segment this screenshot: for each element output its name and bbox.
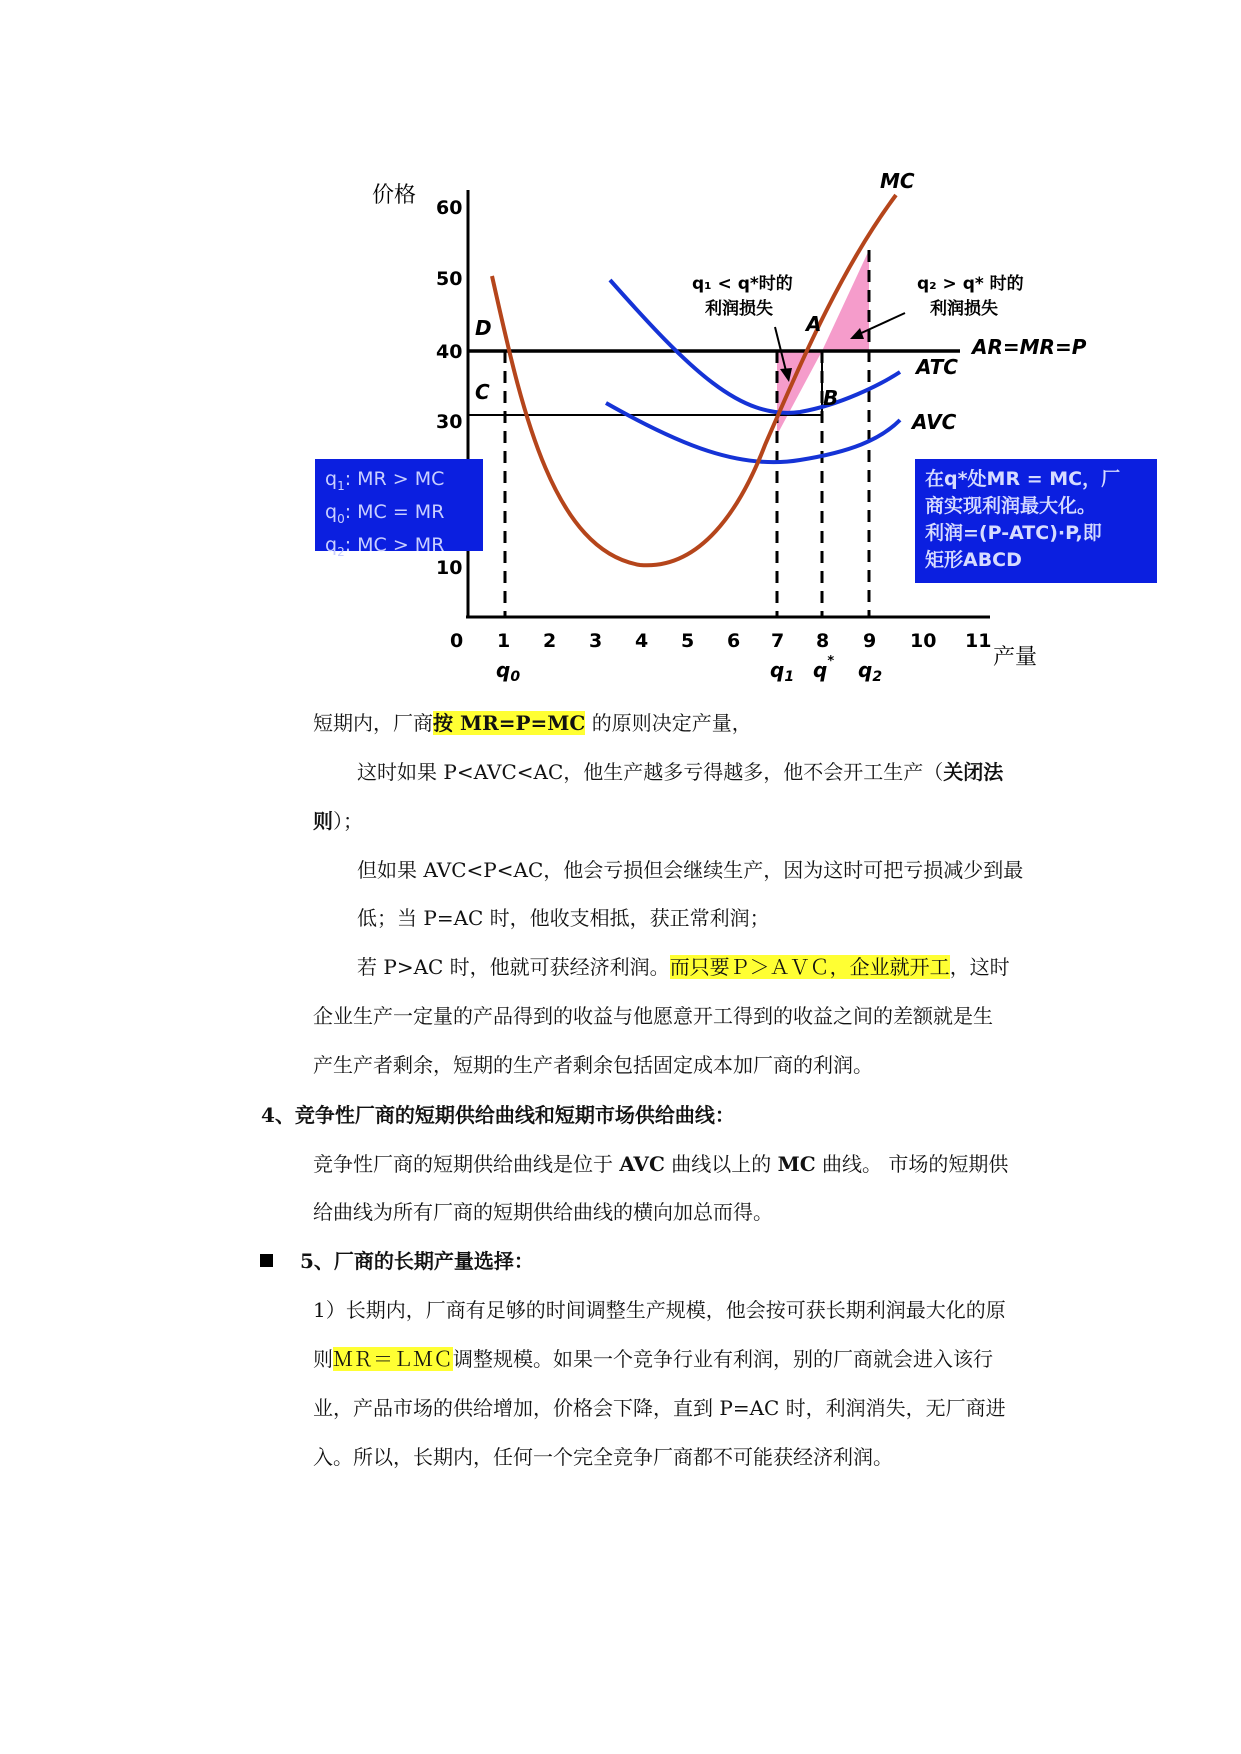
mc-label: MC bbox=[880, 169, 915, 193]
p2-d: ）； bbox=[333, 809, 363, 833]
y-tick-50: 50 bbox=[436, 268, 463, 290]
para-6-line-4: 入。所以，长期内，任何一个完全竞争厂商都不可能获经济利润。 bbox=[313, 1445, 893, 1469]
p11-b: 调整规模。如果一个竞争行业有利润，别的厂商就会进入该行 bbox=[453, 1347, 993, 1371]
x-tick-10: 10 bbox=[910, 630, 937, 652]
point-d-label: D bbox=[475, 316, 492, 340]
q1-label: $q_1$ bbox=[770, 658, 795, 685]
p11-highlight: ＭＲ＝ＬＭＣ bbox=[333, 1347, 453, 1371]
box-left-line-3 bbox=[325, 532, 473, 565]
ar-mr-p-label: AR=MR=P bbox=[972, 335, 1087, 359]
para-4-line-2: 企业生产一定量的产品得到的收益与他愿意开工得到的收益之间的差额就是生 bbox=[313, 1004, 993, 1028]
x-tick-11: 11 bbox=[965, 630, 992, 652]
y-tick-60: 60 bbox=[436, 197, 463, 219]
para-5-line-2: 给曲线为所有厂商的短期供给曲线的横向加总而得。 bbox=[313, 1200, 773, 1224]
box-left-l3-b: : MC > MR bbox=[344, 533, 445, 556]
p8-a: 竞争性厂商的短期供给曲线是位于 bbox=[313, 1152, 620, 1176]
p11-a: 则 bbox=[313, 1347, 333, 1371]
box-left-l2-b: : MC = MR bbox=[344, 500, 445, 523]
para-2-line-2 bbox=[313, 809, 363, 833]
para-3-line-1: 但如果 AVC<P<AC，他会亏损但会继续生产，因为这时可把亏损减少到最 bbox=[357, 858, 1024, 882]
box-left-l2-sub: 0 bbox=[337, 511, 345, 526]
para-6-line-1: 1）长期内，厂商有足够的时间调整生产规模，他会按可获长期利润最大化的原 bbox=[313, 1298, 1006, 1322]
x-tick-8: 8 bbox=[816, 630, 830, 652]
avc-label: AVC bbox=[912, 410, 957, 434]
para-6-line-3: 业，产品市场的供给增加，价格会下降，直到 P=AC 时，利润消失，无厂商进 bbox=[313, 1396, 1006, 1420]
point-a-label: A bbox=[806, 312, 822, 336]
avc-curve bbox=[606, 403, 900, 462]
para-1 bbox=[313, 711, 752, 735]
box-right-line-3: 利润=(P-ATC)·P,即 bbox=[925, 522, 1102, 544]
ann-right-line1: q₂ > q* 时的 bbox=[917, 274, 1024, 294]
p1-b: 的原则决定产量， bbox=[585, 711, 752, 735]
p5-b: ，这时 bbox=[949, 955, 1010, 979]
x-tick-5: 5 bbox=[681, 630, 695, 652]
y-tick-10: 10 bbox=[436, 557, 463, 579]
heading-5: 5、厂商的长期产量选择： bbox=[300, 1249, 534, 1273]
q0-label: $q_0$ bbox=[496, 658, 521, 685]
para-2-line-1 bbox=[357, 760, 1003, 784]
x-tick-0: 0 bbox=[450, 630, 464, 652]
x-tick-6: 6 bbox=[727, 630, 741, 652]
para-6-line-2 bbox=[313, 1347, 993, 1371]
heading-4: 4、竞争性厂商的短期供给曲线和短期市场供给曲线： bbox=[261, 1103, 735, 1127]
box-left-l1-sub: 1 bbox=[337, 478, 345, 493]
q2-label: $q_2$ bbox=[858, 658, 883, 685]
para-4-line-1 bbox=[357, 955, 1010, 979]
p2-c: 则 bbox=[313, 809, 333, 833]
p5-a: 若 P>AC 时，他就可获经济利润。 bbox=[357, 955, 670, 979]
ann-left-line1: q₁ < q*时的 bbox=[692, 274, 793, 294]
x-axis-title: 产量 bbox=[993, 645, 1038, 670]
box-left-l3-sub: 2 bbox=[337, 544, 345, 559]
box-left-line-2 bbox=[325, 499, 473, 532]
p5-highlight: 而只要Ｐ＞ＡＶＣ，企业就开工 bbox=[669, 955, 950, 979]
p8-d: MC bbox=[777, 1152, 816, 1176]
ann-right-line2: 利润损失 bbox=[930, 299, 998, 319]
x-tick-1: 1 bbox=[497, 630, 511, 652]
box-right-line-1: 在q*处MR = MC，厂 bbox=[925, 468, 1121, 490]
x-tick-3: 3 bbox=[589, 630, 603, 652]
p8-b: AVC bbox=[619, 1152, 665, 1176]
y-axis-title: 价格 bbox=[372, 183, 417, 208]
box-left-line-1 bbox=[325, 466, 473, 499]
point-c-label: C bbox=[475, 380, 490, 404]
para-3-line-2: 低；当 P=AC 时，他收支相抵，获正常利润； bbox=[357, 906, 770, 930]
para-4-line-3: 产生产者剩余，短期的生产者剩余包括固定成本加厂商的利润。 bbox=[313, 1053, 873, 1077]
x-tick-7: 7 bbox=[771, 630, 785, 652]
p2-b: 关闭法 bbox=[943, 760, 1004, 784]
para-5-line-1 bbox=[313, 1152, 1008, 1176]
ann-left-line2: 利润损失 bbox=[705, 299, 773, 319]
p8-e: 曲线。 市场的短期供 bbox=[815, 1152, 1009, 1176]
x-tick-4: 4 bbox=[635, 630, 649, 652]
x-tick-2: 2 bbox=[543, 630, 557, 652]
conditions-box bbox=[315, 459, 483, 559]
p2-a: 这时如果 P<AVC<AC，他生产越多亏得越多，他不会开工生产（ bbox=[357, 760, 944, 784]
profit-max-box bbox=[915, 459, 1157, 583]
p1-highlight bbox=[433, 711, 585, 735]
y-tick-30: 30 bbox=[436, 411, 463, 433]
p8-c: 曲线以上的 bbox=[664, 1152, 778, 1176]
y-tick-40: 40 bbox=[436, 341, 463, 363]
mc-curve bbox=[492, 195, 896, 565]
cost-revenue-chart bbox=[0, 0, 1241, 700]
box-left-l2-a: q bbox=[325, 500, 338, 523]
x-tick-9: 9 bbox=[863, 630, 877, 652]
p1-hl-text: 按 MR=P=MC bbox=[433, 711, 586, 735]
qstar-label: q* bbox=[813, 654, 835, 682]
p1-a: 短期内，厂商 bbox=[313, 711, 433, 735]
point-b-label: B bbox=[823, 386, 839, 410]
bullet-square bbox=[260, 1254, 273, 1267]
box-left-l1-b: : MR > MC bbox=[344, 468, 445, 490]
box-left-l3-a: q bbox=[325, 533, 338, 556]
box-right-line-4: 矩形ABCD bbox=[925, 549, 1022, 571]
box-left-l1-a: q bbox=[325, 468, 338, 490]
box-right-line-2: 商实现利润最大化。 bbox=[925, 495, 1097, 517]
atc-label: ATC bbox=[916, 355, 958, 379]
